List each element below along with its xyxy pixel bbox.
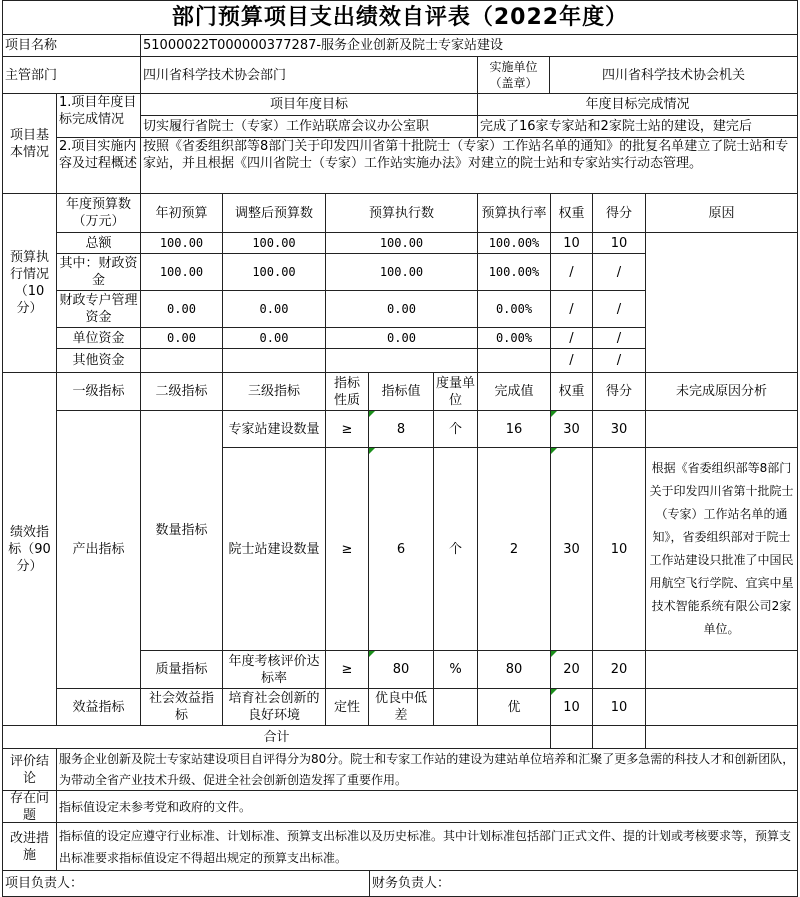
- budget-row-label: 财政专户管理资金: [56, 290, 141, 328]
- perf-reason: 根据《省委组织部等8部门关于印发四川省第十批院士（专家）工作站名单的通知》，省委组织部对于院士工作站建设只批准了中国民用航空飞行学院、宜宾中星技术智能系统有限公司2家单位。: [645, 447, 798, 651]
- budget-initial: 100.00: [140, 253, 223, 291]
- goal-header: 项目年度目标: [140, 93, 478, 116]
- budget-header-executed: 预算执行数: [325, 193, 478, 233]
- budget-score: /: [592, 290, 646, 328]
- perf-l2-social: 社会效益指标: [140, 688, 223, 726]
- budget-adjusted: 0.00: [222, 327, 326, 349]
- perf-header-nature: 指标性质: [325, 372, 369, 411]
- perf-nature: ≥: [325, 650, 369, 689]
- budget-score: 10: [592, 232, 646, 254]
- budget-score: /: [592, 253, 646, 291]
- perf-header-actual: 完成值: [477, 372, 551, 411]
- perf-actual: 80: [477, 650, 551, 689]
- budget-header-weight: 权重: [550, 193, 593, 233]
- budget-executed: 0.00: [325, 327, 478, 349]
- perf-l2-quality: 质量指标: [140, 650, 223, 689]
- perf-header-l2: 二级指标: [140, 372, 223, 411]
- budget-row-label: 单位资金: [56, 327, 141, 349]
- perf-weight: 30: [550, 447, 593, 651]
- comment-marker-icon: [369, 651, 375, 657]
- perf-score: 20: [592, 650, 646, 689]
- total-weight: [550, 725, 593, 749]
- budget-score: /: [592, 348, 646, 373]
- completion-text: 完成了16家专家站和2家院士站的建设，建完后: [477, 115, 798, 138]
- budget-rate: 0.00%: [477, 327, 551, 349]
- budget-weight: 10: [550, 232, 593, 254]
- budget-rate: 100.00%: [477, 253, 551, 291]
- budget-adjusted: [222, 348, 326, 373]
- dept-label: 主管部门: [2, 56, 141, 94]
- comment-marker-icon: [551, 689, 557, 695]
- perf-actual: 16: [477, 410, 551, 448]
- impl-unit-label: 实施单位（盖章）: [477, 56, 550, 94]
- budget-row-label: 其他资金: [56, 348, 141, 373]
- comment-marker-icon: [369, 448, 375, 454]
- perf-reason: [645, 410, 798, 448]
- basic-info-section-label: 项目基本情况: [2, 93, 57, 194]
- conclusion-text: 服务企业创新及院士专家站建设项目自评得分为80分。院士和专家工作站的建设为建站单位培养和汇聚了更多急需的科技人才和创新团队，为带动全省产业技术升级、促进全社会创新创造发挥了重要作用。: [56, 748, 798, 791]
- perf-target: 80: [368, 650, 434, 689]
- budget-row-label: 其中：财政资金: [56, 253, 141, 291]
- perf-header-target: 指标值: [368, 372, 434, 411]
- budget-rate: 100.00%: [477, 232, 551, 254]
- perf-unit: 个: [433, 447, 478, 651]
- total-score: [592, 725, 646, 749]
- perf-nature: 定性: [325, 688, 369, 726]
- perf-l3: 年度考核评价达标率: [222, 650, 326, 689]
- budget-weight: /: [550, 290, 593, 328]
- perf-header-l1: 一级指标: [56, 372, 141, 411]
- item2-label: 2.项目实施内容及过程概述: [56, 137, 141, 194]
- budget-initial: 0.00: [140, 290, 223, 328]
- problems-label: 存在问题: [2, 790, 57, 823]
- budget-initial: 0.00: [140, 327, 223, 349]
- item2-text: 按照《省委组织部等8部门关于印发四川省第十批院士（专家）工作站名单的通知》的批复名单建立了院士站和专家站，并且根据《四川省院士（专家）工作站实施办法》对建立的院士站和专家站实行动态管理。: [140, 137, 798, 194]
- perf-l1-benefit: 效益指标: [56, 688, 141, 726]
- perf-weight: 30: [550, 410, 593, 448]
- budget-executed: 0.00: [325, 290, 478, 328]
- budget-initial: [140, 348, 223, 373]
- budget-weight: /: [550, 253, 593, 291]
- budget-weight: /: [550, 327, 593, 349]
- perf-l3: 院士站建设数量: [222, 447, 326, 651]
- total-reason: [645, 725, 798, 749]
- conclusion-label: 评价结论: [2, 748, 57, 791]
- perf-header-score: 得分: [592, 372, 646, 411]
- perf-target: 8: [368, 410, 434, 448]
- perf-nature: ≥: [325, 447, 369, 651]
- completion-header: 年度目标完成情况: [477, 93, 798, 116]
- perf-target: 优良中低差: [368, 688, 434, 726]
- perf-actual: 优: [477, 688, 551, 726]
- budget-weight: /: [550, 348, 593, 373]
- comment-marker-icon: [551, 651, 557, 657]
- budget-executed: 100.00: [325, 232, 478, 254]
- page-title: 部门预算项目支出绩效自评表（2022年度）: [2, 0, 798, 35]
- perf-header-l3: 三级指标: [222, 372, 326, 411]
- perf-header-unit: 度量单位: [433, 372, 478, 411]
- perf-header-reason: 未完成原因分析: [645, 372, 798, 411]
- perf-weight: 10: [550, 688, 593, 726]
- improvements-label: 改进措施: [2, 822, 57, 871]
- perf-l3: 专家站建设数量: [222, 410, 326, 448]
- performance-section-label: 绩效指标（90分）: [2, 372, 57, 726]
- perf-target: 6: [368, 447, 434, 651]
- budget-header-score: 得分: [592, 193, 646, 233]
- budget-header-adjusted: 调整后预算数: [222, 193, 326, 233]
- perf-unit: [433, 688, 478, 726]
- comment-marker-icon: [551, 448, 557, 454]
- budget-section-label: 预算执行情况（10分）: [2, 193, 57, 373]
- perf-score: 10: [592, 447, 646, 651]
- budget-header-rate: 预算执行率: [477, 193, 551, 233]
- perf-score: 30: [592, 410, 646, 448]
- perf-l2-quantity: 数量指标: [140, 410, 223, 651]
- perf-header-weight: 权重: [550, 372, 593, 411]
- perf-unit: %: [433, 650, 478, 689]
- item1-label: 1.项目年度目标完成情况: [56, 93, 141, 138]
- budget-adjusted: 0.00: [222, 290, 326, 328]
- problems-text: 指标值设定未参考党和政府的文件。: [56, 790, 798, 823]
- project-name-value: 51000022T000000377287-服务企业创新及院士专家站建设: [140, 34, 798, 57]
- budget-adjusted: 100.00: [222, 232, 326, 254]
- budget-header-initial: 年初预算: [140, 193, 223, 233]
- project-lead-label: 项目负责人：: [2, 870, 370, 897]
- goal-text: 切实履行省院士（专家）工作站联席会议办公室职: [140, 115, 478, 138]
- perf-l3: 培育社会创新的良好环境: [222, 688, 326, 726]
- perf-actual: 2: [477, 447, 551, 651]
- total-label: 合计: [2, 725, 551, 749]
- perf-reason: [645, 650, 798, 689]
- perf-unit: 个: [433, 410, 478, 448]
- perf-score: 10: [592, 688, 646, 726]
- finance-lead-label: 财务负责人：: [369, 870, 798, 897]
- project-name-label: 项目名称: [2, 34, 141, 57]
- budget-adjusted: 100.00: [222, 253, 326, 291]
- perf-l1-output: 产出指标: [56, 410, 141, 689]
- comment-marker-icon: [369, 411, 375, 417]
- budget-row-label: 总额: [56, 232, 141, 254]
- budget-header-reason: 原因: [645, 193, 798, 233]
- perf-weight: 20: [550, 650, 593, 689]
- impl-unit-value: 四川省科学技术协会机关: [549, 56, 798, 94]
- budget-initial: 100.00: [140, 232, 223, 254]
- budget-executed: 100.00: [325, 253, 478, 291]
- budget-rate: 0.00%: [477, 290, 551, 328]
- improvements-text: 指标值的设定应遵守行业标准、计划标准、预算支出标准以及历史标准。其中计划标准包括部门正式文件、提的计划或考核要求等，预算支出标准要求指标值设定不得超出规定的预算支出标准。: [56, 822, 798, 871]
- budget-executed: [325, 348, 478, 373]
- budget-header-annual: 年度预算数（万元）: [56, 193, 141, 233]
- budget-score: /: [592, 327, 646, 349]
- perf-nature: ≥: [325, 410, 369, 448]
- comment-marker-icon: [551, 411, 557, 417]
- perf-reason: [645, 688, 798, 726]
- budget-rate: [477, 348, 551, 373]
- dept-value: 四川省科学技术协会部门: [140, 56, 478, 94]
- budget-reason: [645, 232, 798, 373]
